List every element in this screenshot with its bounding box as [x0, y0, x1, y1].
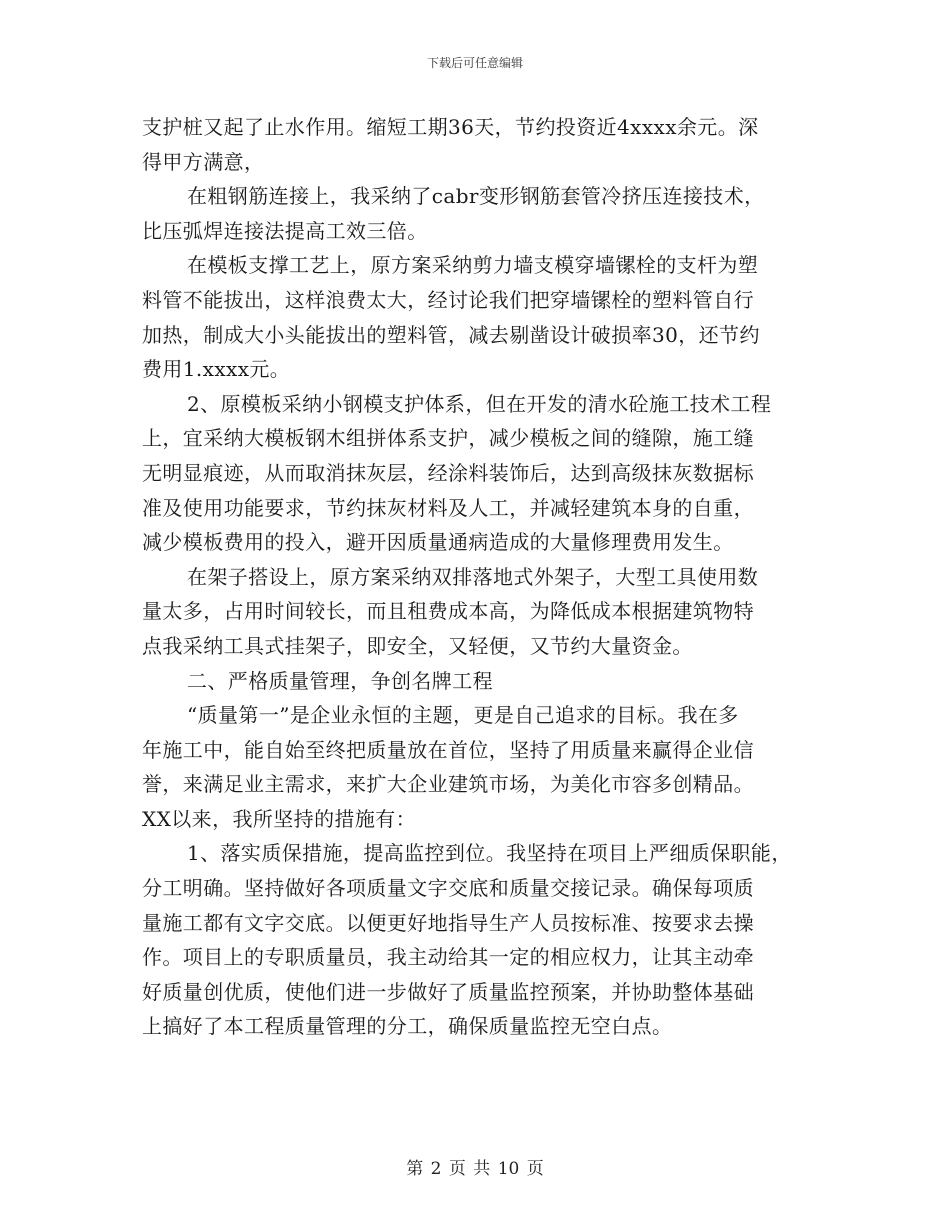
text-line: 费用1.xxxx元。: [142, 357, 291, 382]
text-line: 加热，制成大小头能拔出的塑料管，减去剔凿设计破损率30，还节约: [142, 322, 760, 347]
text-line: 好质量创优质，使他们进一步做好了质量监控预案，并协助整体基础: [142, 979, 754, 1004]
text-line: 点我采纳工具式挂架子，即安全，又轻便，又节约大量资金。: [142, 633, 693, 658]
text-line: 上搞好了本工程质量管理的分工，确保质量监控无空白点。: [142, 1014, 673, 1039]
text-line: 支护桩又起了止水作用。缩短工期36天，节约投资近4xxxx余元。深: [142, 115, 759, 139]
text-line: “质量第一”是企业永恒的主题，更是自己追求的目标。我在多: [187, 703, 739, 728]
text-line: 量太多，占用时间较长，而且租费成本高，为降低成本根据建筑物特: [142, 599, 754, 624]
text-line: 上，宜采纳大模板钢木组拼体系支护，减少模板之间的缝隙，施工缝: [142, 426, 754, 451]
text-line: 量施工都有文字交底。以便更好地指导生产人员按标准、按要求去操: [142, 910, 754, 935]
section-heading: 二、严格质量管理，争创名牌工程: [187, 668, 493, 693]
text-line: 分工明确。坚持做好各项质量文字交底和质量交接记录。确保每项质: [142, 876, 754, 901]
text-line: XX以来，我所坚持的措施有：: [142, 806, 417, 831]
text-line: 比压弧焊连接法提高工效三倍。: [142, 218, 428, 243]
text-line: 料管不能拔出，这样浪费太大，经讨论我们把穿墙镙栓的塑料管自行: [142, 287, 754, 312]
text-line: 减少模板费用的投入，避开因质量通病造成的大量修理费用发生。: [142, 530, 734, 555]
page-footer: 第 2 页 共 10 页: [406, 1159, 544, 1179]
page-header: 下载后可任意编辑: [426, 56, 523, 70]
document-body: [142, 110, 812, 1044]
text-line: 准及使用功能要求，节约抹灰材料及人工，并减轻建筑本身的自重，: [142, 495, 754, 520]
text-line: 年施工中，能自始至终把质量放在首位，坚持了用质量来赢得企业信: [142, 737, 754, 762]
text-line: 誉，来满足业主需求，来扩大企业建筑市场，为美化市容多创精品。: [142, 772, 754, 797]
text-line: 得甲方满意，: [142, 149, 265, 174]
text-line: 在粗钢筋连接上，我采纳了cabr变形钢筋套管冷挤压连接技术，: [187, 184, 765, 209]
text-line: 1、落实质保措施，提高监控到位。我坚持在项目上严细质保职能，: [187, 841, 792, 866]
text-line: 无明显痕迹，从而取消抹灰层，经涂料装饰后，达到高级抹灰数据标: [142, 460, 754, 485]
text-line: 2、原模板采纳小钢模支护体系，但在开发的清水砼施工技术工程: [187, 391, 772, 416]
text-line: 在模板支撑工艺上，原方案采纳剪力墙支模穿墙镙栓的支杆为塑: [187, 253, 759, 278]
text-line: 在架子搭设上，原方案采纳双排落地式外架子，大型工具使用数: [187, 564, 759, 589]
text-line: 作。项目上的专职质量员，我主动给其一定的相应权力，让其主动牵: [142, 945, 754, 970]
